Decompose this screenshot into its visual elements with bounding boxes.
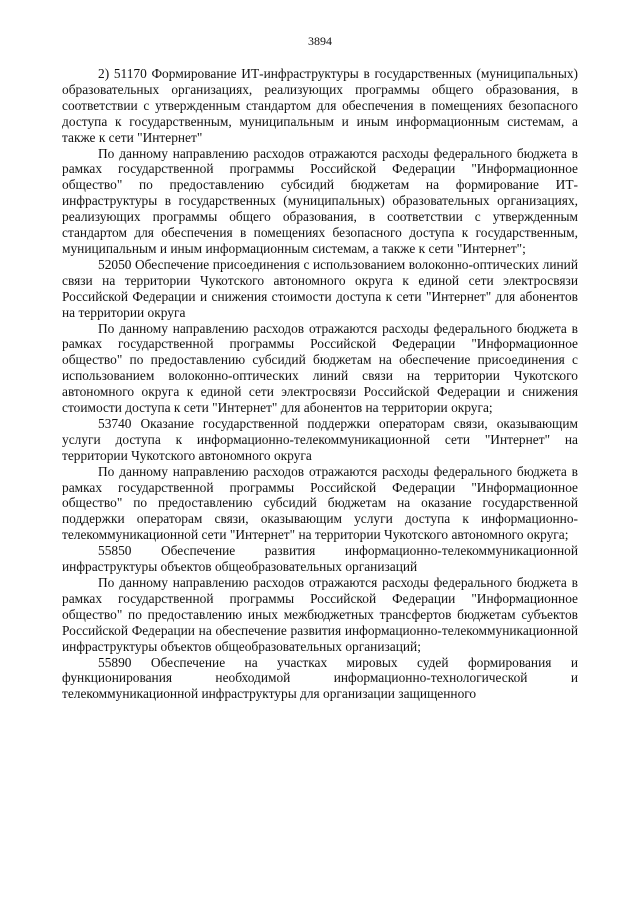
paragraph-53740-description: По данному направлению расходов отражаются расходы федерального бюджета в рамках государственной программы Российской Федерации "Информационное общество" по предоставлению субсидий бюджетам на оказание государственной поддержки операторам связи, оказывающим услуги доступа к информационно-телекоммуникационной сети "Интернет" на территории Чукотского автономного округа; bbox=[62, 463, 578, 543]
paragraph-52050-description: По данному направлению расходов отражаются расходы федерального бюджета в рамках государственной программы Российской Федерации "Информационное общество" по предоставлению субсидий бюджетам на обеспечение присоединения с использованием волоконно-оптических линий связи на территории Чукотского автономного округа к единой сети электросвязи Российской Федерации и снижения стоимости доступа к сети "Интернет" для абонентов на территории округа; bbox=[62, 320, 578, 416]
paragraph-51170-heading: 2) 51170 Формирование ИТ-инфраструктуры в государственных (муниципальных) образовательных организациях, реализующих программы общего образования, в соответствии с утвержденным стандартом для обеспечения в помещениях безопасного доступа к государственным, муниципальным и иным информационным системам, а также к сети "Интернет" bbox=[62, 66, 578, 145]
page-number: 3894 bbox=[308, 34, 332, 48]
paragraph-53740-heading: 53740 Оказание государственной поддержки операторам связи, оказывающим услуги доступа к информационно-телекоммуникационной сети "Интернет" на территории Чукотского автономного округа bbox=[62, 415, 578, 463]
paragraph-51170-description: По данному направлению расходов отражаются расходы федерального бюджета в рамках государственной программы Российской Федерации "Информационное общество" по предоставлению субсидий бюджетам на формирование ИТ-инфраструктуры в государственных (муниципальных) образовательных организациях, реализующих программы общего образования, в соответствии с утвержденным стандартом для обеспечения в помещениях безопасного доступа к государственным, муниципальным и иным информационным системам, а также к сети "Интернет"; bbox=[62, 145, 578, 256]
paragraph-55850-heading: 55850 Обеспечение развития информационно-телекоммуникационной инфраструктуры объектов общеобразовательных организаций bbox=[62, 543, 578, 575]
paragraph-55890-heading: 55890 Обеспечение на участках мировых судей формирования и функционирования необходимой информационно-технологической и телекоммуникационной инфраструктуры для организации защищенного bbox=[62, 654, 578, 702]
paragraph-55850-description: По данному направлению расходов отражаются расходы федерального бюджета в рамках государственной программы Российской Федерации "Информационное общество" по предоставлению иных межбюджетных трансфертов бюджетам субъектов Российской Федерации на обеспечение развития информационно-телекоммуникационной инфраструктуры объектов общеобразовательных организаций; bbox=[62, 575, 578, 654]
document-body bbox=[62, 66, 578, 702]
paragraph-52050-heading: 52050 Обеспечение присоединения с использованием волоконно-оптических линий связи на территории Чукотского автономного округа к единой сети электросвязи Российской Федерации и снижения стоимости доступа к сети "Интернет" для абонентов на территории округа bbox=[62, 256, 578, 320]
